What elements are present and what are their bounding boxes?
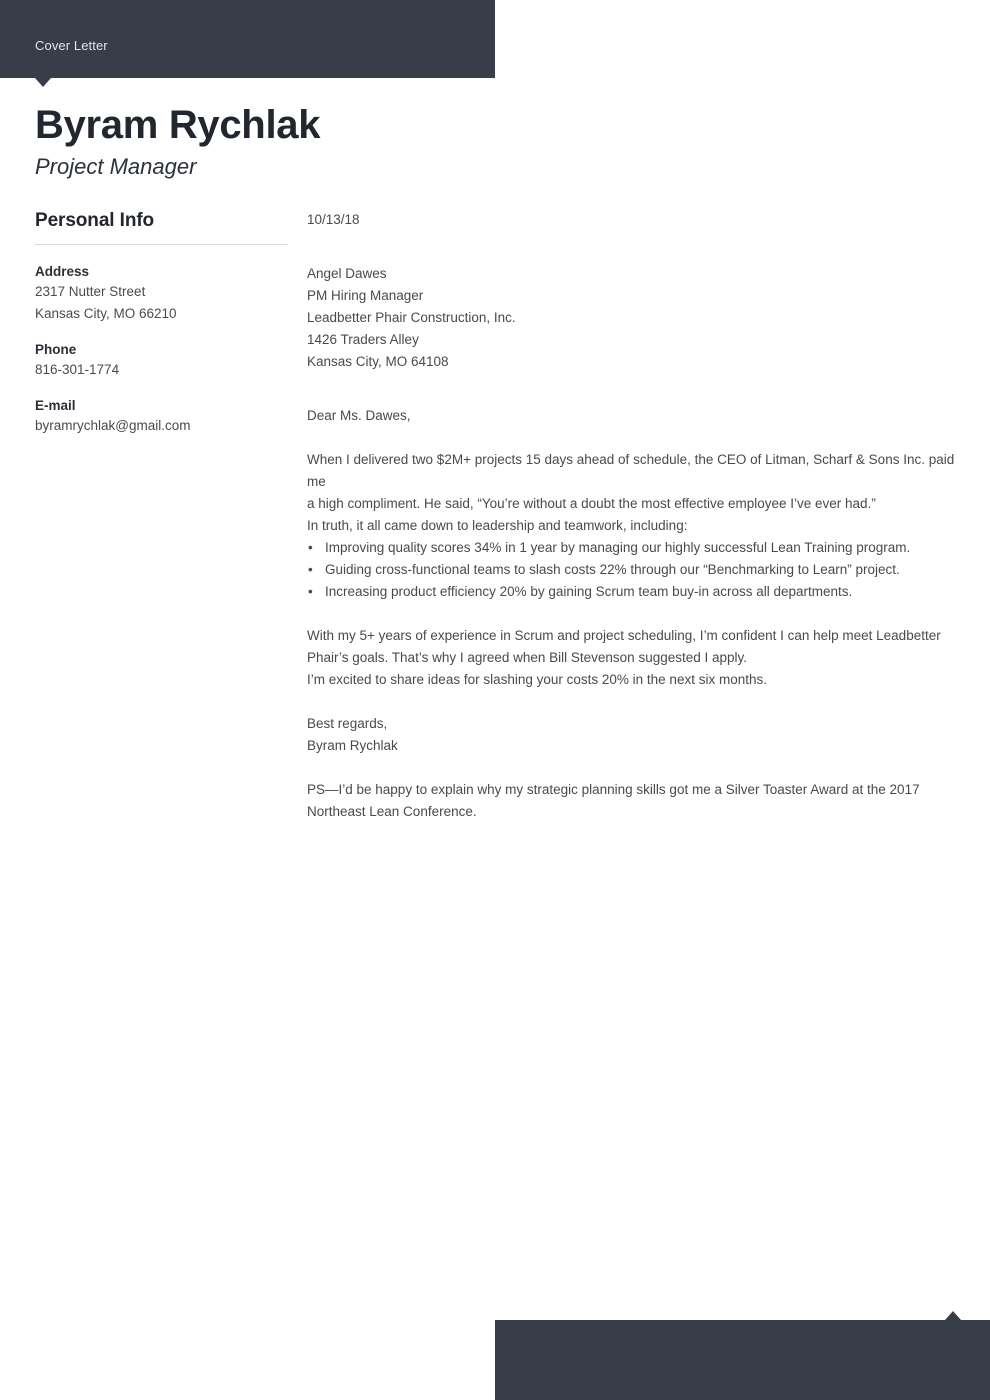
paragraph-line: In truth, it all came down to leadership and teamwork, including:	[307, 518, 688, 533]
postscript-line: PS—I’d be happy to explain why my strategic planning skills got me a Silver Toaster Award at the 2017	[307, 782, 920, 797]
achievement-item	[307, 537, 959, 559]
letter-date: 10/13/18	[307, 212, 360, 227]
postscript-line: Northeast Lean Conference.	[307, 804, 477, 819]
bullet-icon: •	[308, 540, 313, 555]
document-type-label: Cover Letter	[35, 38, 108, 53]
personal-info-groups	[35, 262, 288, 437]
info-group	[35, 396, 288, 437]
footer-notch-triangle-icon	[945, 1311, 961, 1320]
opening-paragraph	[307, 427, 959, 537]
bullet-icon: •	[308, 562, 313, 577]
salutation: Dear Ms. Dawes,	[307, 408, 411, 423]
section-divider	[35, 244, 288, 245]
personal-info-sidebar	[35, 209, 288, 437]
info-value: Kansas City, MO 66210	[35, 306, 177, 321]
recipient-line: 1426 Traders Alley	[307, 332, 419, 347]
info-group	[35, 340, 288, 381]
achievement-text: Guiding cross-functional teams to slash costs 22% through our “Benchmarking to Learn” project.	[325, 562, 900, 577]
recipient-line: Angel Dawes	[307, 266, 387, 281]
bullet-icon: •	[308, 584, 313, 599]
candidate-job-title: Project Manager	[35, 154, 197, 179]
candidate-name: Byram Rychlak	[35, 103, 321, 147]
signoff-line: Best regards,	[307, 716, 388, 731]
achievement-text: Increasing product efficiency 20% by gaining Scrum team buy-in across all departments.	[325, 584, 853, 599]
info-value: 2317 Nutter Street	[35, 284, 146, 299]
achievement-item	[307, 559, 959, 581]
achievement-text: Improving quality scores 34% in 1 year by managing our highly successful Lean Training program.	[325, 540, 911, 555]
header-notch-triangle-icon	[35, 78, 51, 87]
header-accent-band	[0, 0, 495, 78]
info-value: 816-301-1774	[35, 362, 120, 377]
letter-body	[307, 209, 959, 823]
paragraph-line: With my 5+ years of experience in Scrum and project scheduling, I’m confident I can help meet Leadbetter	[307, 628, 941, 643]
info-group	[35, 262, 288, 325]
recipient-line: Leadbetter Phair Construction, Inc.	[307, 310, 516, 325]
achievement-item	[307, 581, 959, 603]
paragraph-line: Phair’s goals. That’s why I agreed when Bill Stevenson suggested I apply.	[307, 650, 748, 665]
name-block	[35, 101, 555, 181]
info-value: byramrychlak@gmail.com	[35, 418, 191, 433]
achievements-list	[307, 537, 959, 603]
recipient-line: PM Hiring Manager	[307, 288, 424, 303]
info-label: Phone	[35, 342, 77, 357]
signoff-line: Byram Rychlak	[307, 738, 398, 753]
closing-paragraph	[307, 603, 959, 691]
paragraph-line: a high compliment. He said, “You’re without a doubt the most effective employee I’ve ever had.”	[307, 496, 876, 511]
info-label: E-mail	[35, 398, 76, 413]
recipient-line: Kansas City, MO 64108	[307, 354, 449, 369]
paragraph-line: When I delivered two $2M+ projects 15 days ahead of schedule, the CEO of Litman, Scharf & Sons Inc. paid me	[307, 452, 955, 489]
signoff-block	[307, 691, 959, 757]
postscript-block	[307, 757, 959, 823]
recipient-address-block	[307, 231, 959, 373]
info-label: Address	[35, 264, 90, 279]
footer-accent-band	[495, 1320, 990, 1400]
personal-info-heading: Personal Info	[35, 210, 155, 231]
paragraph-line: I’m excited to share ideas for slashing your costs 20% in the next six months.	[307, 672, 767, 687]
